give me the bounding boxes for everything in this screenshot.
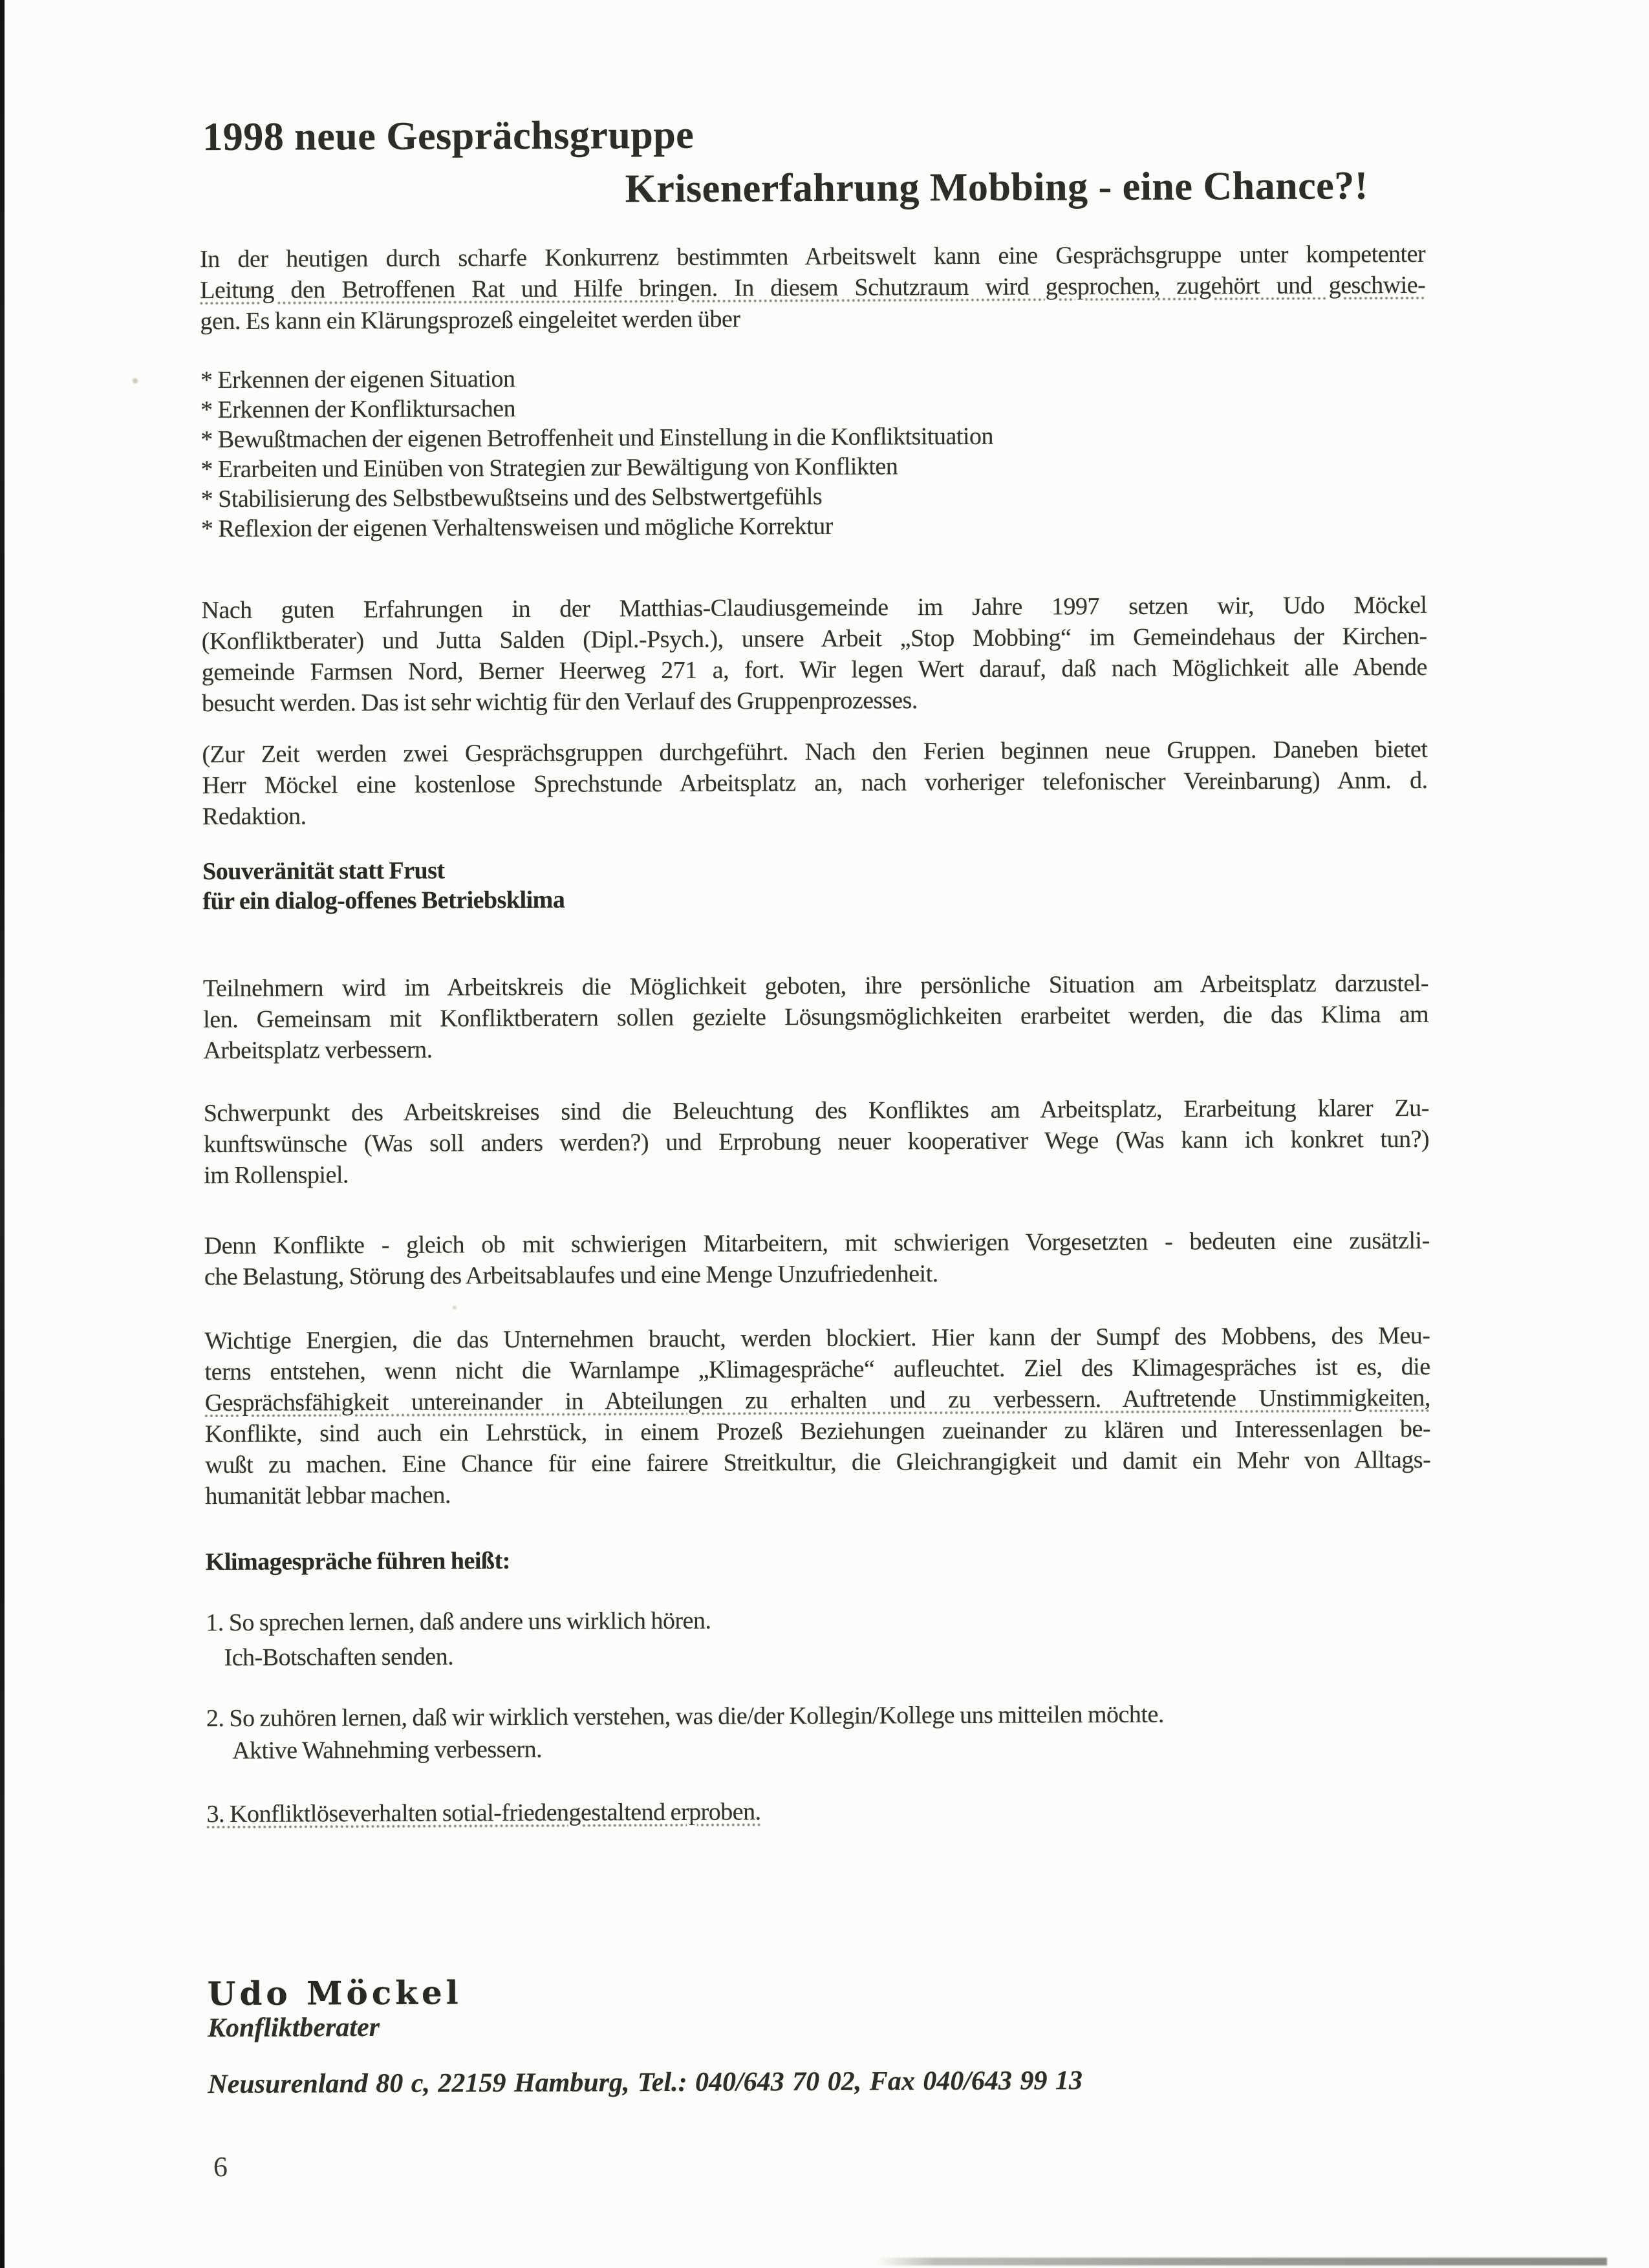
experience-line: Nach guten Erfahrungen in der Matthias-Claudiusgemeinde im Jahre 1997 setzen wir, Udo Möckel	[201, 591, 1427, 625]
goal-item: * Reflexion der eigenen Verhaltensweisen und mögliche Korrektur	[200, 512, 833, 543]
intro-paragraph	[200, 239, 1426, 337]
intro-line: Leitung den Betroffenen Rat und Hilfe bringen. In diesem Schutzraum wird gesprochen, zugehört und geschwie-	[200, 271, 1426, 305]
editorial-note-line: (Zur Zeit werden zwei Gesprächsgruppen durchgeführt. Nach den Ferien beginnen neue Gruppen. Daneben bietet	[202, 735, 1428, 769]
energien-line: humanität lebbar machen.	[205, 1481, 451, 1510]
heading-line: für ein dialog-offenes Betriebsklima	[202, 886, 565, 915]
schwerpunkt-paragraph	[204, 1093, 1430, 1191]
signature-address: Neusurenland 80 c, 22159 Hamburg, Tel.: 040/643 70 02, Fax 040/643 99 13	[208, 2066, 1083, 2100]
schwerpunkt-line: kunftswünsche (Was soll anders werden?) und Erprobung neuer kooperativer Wege (Was kann ich konkret tun?)	[203, 1125, 1430, 1159]
konflikte-line: Denn Konflikte - gleich ob mit schwierigen Mitarbeitern, mit schwierigen Vorgesetzten - bedeuten eine zusätzli-	[204, 1226, 1430, 1260]
step-2	[206, 1697, 1432, 1767]
page-number: 6	[213, 2150, 228, 2183]
experience-paragraph	[201, 590, 1427, 719]
goal-item: * Erarbeiten und Einüben von Strategien zur Bewältigung von Konflikten	[200, 453, 898, 484]
energien-line: Wichtige Energien, die das Unternehmen braucht, werden blockiert. Hier kann der Sumpf des Mobbens, des Meu-	[204, 1321, 1430, 1355]
teilnehmer-line: len. Gemeinsam mit Konfliktberatern sollen gezielte Lösungsmöglichkeiten erarbeitet werden, die das Klima am	[203, 1000, 1429, 1034]
experience-line: besucht werden. Das ist sehr wichtig für den Verlauf des Gruppenprozesses.	[201, 687, 918, 718]
energien-line: wußt zu machen. Eine Chance für eine fairere Streitkultur, die Gleichrangigkeit und damit ein Mehr von Alltags-	[205, 1446, 1431, 1479]
document-content	[199, 0, 1434, 2268]
konflikte-line: che Belastung, Störung des Arbeitsablaufes und eine Menge Unzufriedenheit.	[204, 1260, 938, 1291]
goal-item: * Stabilisierung des Selbstbewußtseins und des Selbstwertgefühls	[200, 482, 823, 513]
step-line: Aktive Wahnehming verbessern.	[232, 1735, 543, 1764]
editorial-note-line: Herr Möckel eine kostenlose Sprechstunde Arbeitsplatz an, nach vorheriger telefonischer Vereinbarung) Anm. d.	[202, 766, 1428, 800]
step-line: Ich-Botschaften senden.	[224, 1643, 454, 1672]
goal-item: * Erkennen der Konfliktursachen	[200, 395, 516, 424]
experience-line: (Konfliktberater) und Jutta Salden (Dipl.-Psych.), unsere Arbeit „Stop Mobbing“ im Gemeindehaus der Kirchen-	[201, 622, 1427, 656]
step-line: 2. So zuhören lernen, daß wir wirklich verstehen, was die/der Kollegin/Kollege uns mitteilen möchte.	[206, 1700, 1164, 1733]
goals-list	[200, 360, 1427, 544]
step-line: 3. Konfliktlöseverhalten sotial-friedengestaltend erproben.	[206, 1798, 761, 1828]
schwerpunkt-line: Schwerpunkt des Arbeitskreises sind die Beleuchtung des Konfliktes am Arbeitsplatz, Erarbeitung klarer Zu-	[203, 1094, 1429, 1128]
document-subtitle: Krisenerfahrung Mobbing - eine Chance?!	[625, 164, 1369, 211]
document-title: 1998 neue Gesprächsgruppe	[202, 112, 695, 160]
energien-line: Konflikte, sind auch ein Lehrstück, in einem Prozeß Beziehungen zueinander zu klären und Interessenlagen be-	[204, 1415, 1431, 1448]
step-3	[206, 1793, 1432, 1830]
scan-edge-artifact-left	[0, 0, 5, 2268]
konflikte-paragraph	[204, 1225, 1430, 1292]
intro-line: gen. Es kann ein Klärungsprozeß eingeleitet werden über	[200, 305, 740, 336]
heading-line: Souveränität statt Frust	[202, 857, 445, 886]
editorial-note-paragraph	[202, 734, 1428, 832]
intro-line: In der heutigen durch scharfe Konkurrenz bestimmten Arbeitswelt kann eine Gesprächsgruppe unter kompetenter	[199, 240, 1426, 273]
scan-speck	[133, 378, 138, 383]
signature-role: Konfliktberater	[207, 2012, 380, 2044]
energien-line: Gesprächsfähigkeit untereinander in Abteilungen zu erhalten und zu verbessern. Auftretende Unstimmigkeiten,	[204, 1384, 1430, 1417]
editorial-note-line: Redaktion.	[202, 802, 307, 831]
signature-name: Udo Möckel	[207, 1973, 462, 2013]
goal-item: * Erkennen der eigenen Situation	[200, 365, 515, 394]
schwerpunkt-line: im Rollenspiel.	[204, 1161, 349, 1190]
energien-line: terns entstehen, wenn nicht die Warnlampe „Klimagespräche“ aufleuchtet. Ziel des Klimagespräches ist es, die	[204, 1353, 1430, 1386]
goal-item: * Bewußtmachen der eigenen Betroffenheit und Einstellung in die Konfliktsituation	[200, 422, 994, 454]
teilnehmer-line: Arbeitsplatz verbessern.	[203, 1036, 433, 1065]
energien-paragraph	[204, 1320, 1430, 1512]
teilnehmer-line: Teilnehmern wird im Arbeitskreis die Möglichkeit geboten, ihre persönliche Situation am Arbeitsplatz darzustel-	[202, 969, 1429, 1003]
heading-klimagespraeche: Klimagespräche führen heißt:	[205, 1547, 510, 1576]
step-line: 1. So sprechen lernen, daß andere uns wirklich hören.	[206, 1607, 711, 1637]
experience-line: gemeinde Farmsen Nord, Berner Heerweg 271 a, fort. Wir legen Wert darauf, daß nach Möglichkeit alle Abende	[201, 653, 1427, 687]
teilnehmer-paragraph	[203, 968, 1429, 1066]
step-1	[206, 1600, 1431, 1675]
heading-souveraenitaet	[202, 851, 1428, 916]
